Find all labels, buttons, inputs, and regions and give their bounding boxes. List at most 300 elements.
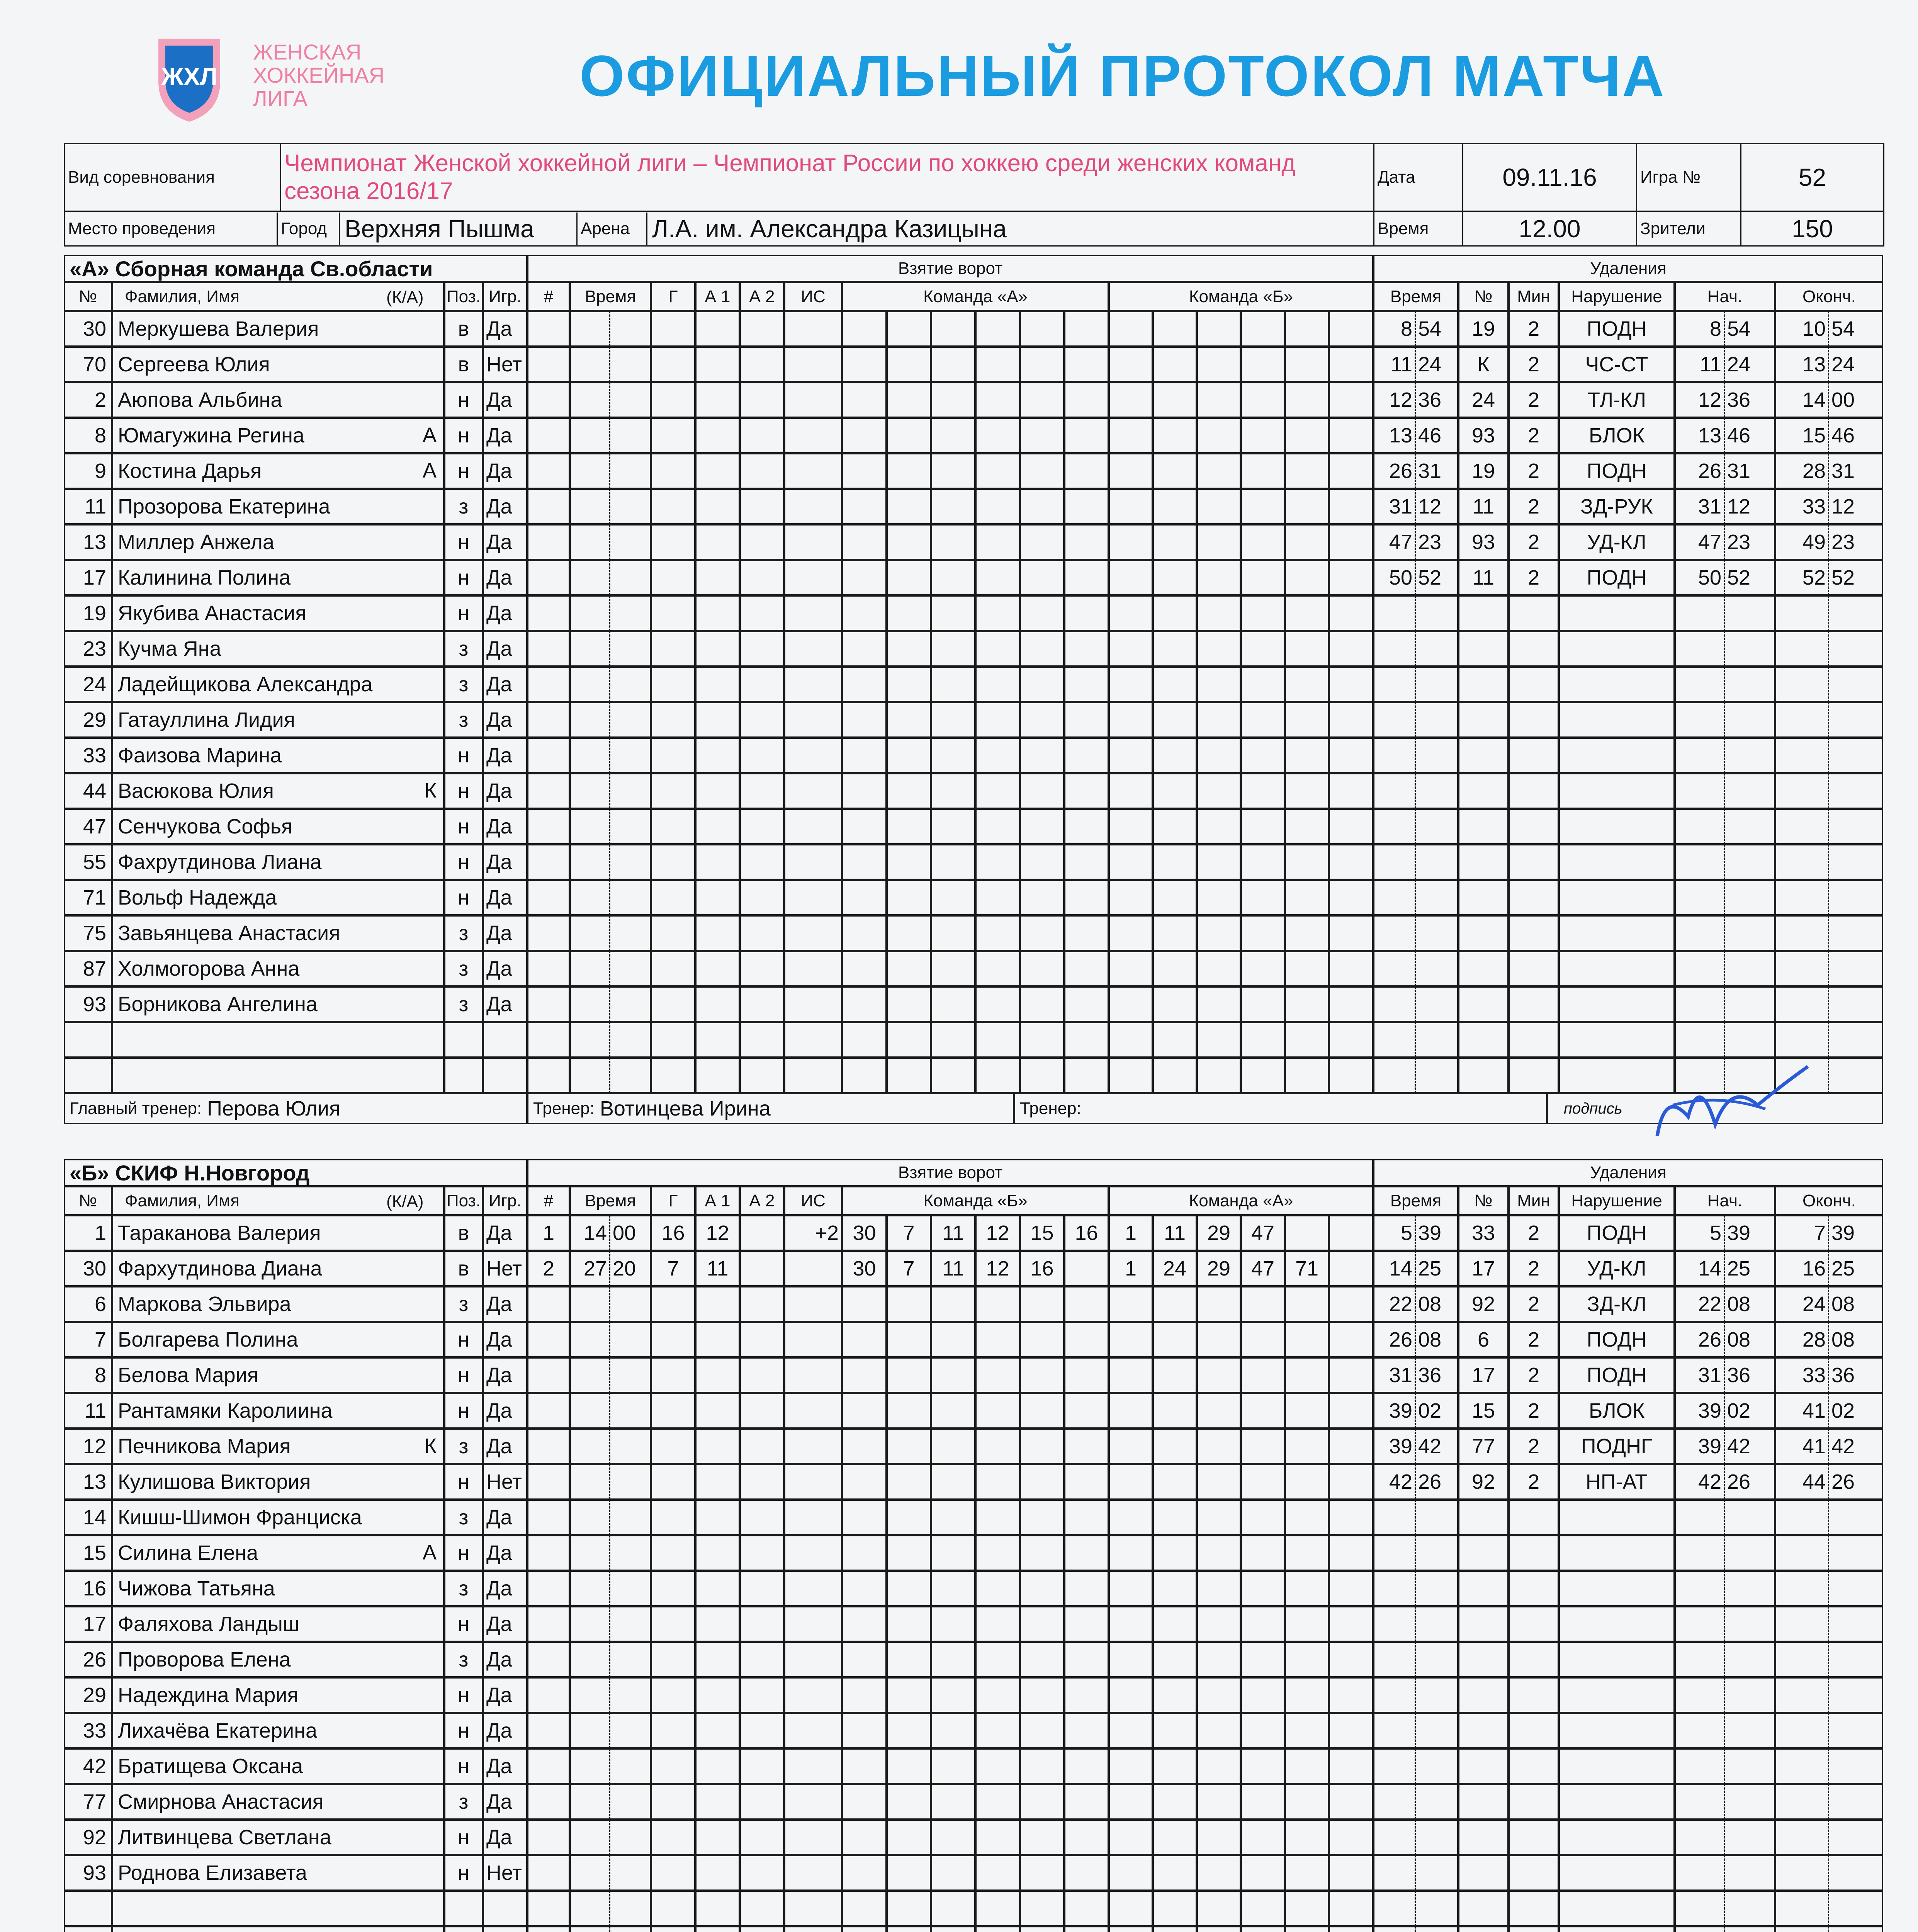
- goal-number: [527, 1393, 570, 1429]
- goal-assist1: [695, 915, 740, 951]
- on-ice-own: [975, 738, 1020, 773]
- penalty-infraction: ПОДН: [1559, 1215, 1675, 1251]
- penalty-infraction: [1559, 773, 1675, 809]
- goal-scorer: [651, 1286, 695, 1322]
- on-ice-own: [1020, 1357, 1064, 1393]
- penalty-minute: [1373, 1784, 1416, 1820]
- penalty-start-sec: 08: [1725, 1286, 1775, 1322]
- on-ice-opp: [1109, 1891, 1153, 1926]
- penalty-start-min: 31: [1675, 489, 1725, 524]
- player-number: 23: [64, 631, 112, 667]
- penalty-col-header: Время: [1373, 1186, 1458, 1215]
- on-ice-own: [887, 809, 931, 844]
- on-ice-opp: [1329, 1500, 1373, 1535]
- penalty-end-min: [1775, 1891, 1829, 1926]
- goal-minute: [570, 1820, 610, 1855]
- penalty-minutes: [1509, 1891, 1559, 1926]
- penalty-minutes: 2: [1509, 453, 1559, 489]
- on-ice-own: [1064, 1464, 1109, 1500]
- goal-assist1: [695, 1357, 740, 1393]
- penalty-start-min: [1675, 1677, 1725, 1713]
- penalty-minute: 14: [1373, 1251, 1416, 1286]
- player-number: 8: [64, 418, 112, 453]
- goal-assist2: [740, 1855, 784, 1891]
- penalty-end-sec: [1829, 1058, 1883, 1093]
- goal-number: [527, 1022, 570, 1058]
- goal-assist1: [695, 1393, 740, 1429]
- player-played: Да: [483, 880, 527, 915]
- col-ka-header: (К/А): [386, 288, 424, 307]
- penalty-player: 15: [1458, 1393, 1509, 1429]
- penalty-player: К: [1458, 347, 1509, 382]
- goal-minute: [570, 453, 610, 489]
- on-ice-opp: [1241, 809, 1285, 844]
- player-ka: А: [422, 1541, 437, 1564]
- player-position: н: [444, 1820, 483, 1855]
- player-name: Силина Елена: [112, 1535, 444, 1571]
- goal-number: [527, 702, 570, 738]
- penalty-end-sec: [1829, 1820, 1883, 1855]
- player-played: Да: [483, 1784, 527, 1820]
- penalty-end-min: 33: [1775, 489, 1829, 524]
- goal-assist1: [695, 1855, 740, 1891]
- on-ice-opp: [1285, 1926, 1329, 1932]
- on-ice-own: [1064, 311, 1109, 347]
- goal-assist2: [740, 1677, 784, 1713]
- goal-second: [610, 951, 651, 986]
- on-ice-opp: [1329, 347, 1373, 382]
- on-ice-own: [1064, 844, 1109, 880]
- penalty-minute: [1373, 1677, 1416, 1713]
- player-name: Фархутдинова Диана: [112, 1251, 444, 1286]
- goal-number: [527, 880, 570, 915]
- on-ice-own: [1064, 1642, 1109, 1677]
- on-ice-opp: [1197, 1535, 1241, 1571]
- penalty-second: [1416, 1535, 1458, 1571]
- goal-assist1: [695, 738, 740, 773]
- on-ice-own: [975, 1286, 1020, 1322]
- on-ice-own: [931, 809, 975, 844]
- on-ice-opp: [1329, 986, 1373, 1022]
- player-played: Да: [483, 489, 527, 524]
- goal-assist1: [695, 1748, 740, 1784]
- goal-assist2: [740, 595, 784, 631]
- penalty-player: 17: [1458, 1251, 1509, 1286]
- penalty-second: [1416, 986, 1458, 1022]
- goal-assist2: [740, 524, 784, 560]
- on-ice-opp: [1329, 524, 1373, 560]
- on-ice-own: [975, 951, 1020, 986]
- player-position: н: [444, 524, 483, 560]
- goal-minute: [570, 1926, 610, 1932]
- goal-minute: [570, 595, 610, 631]
- on-ice-opp: [1329, 1677, 1373, 1713]
- player-number: 13: [64, 524, 112, 560]
- penalty-start-sec: [1725, 1022, 1775, 1058]
- player-position: з: [444, 1500, 483, 1535]
- penalty-end-sec: [1829, 844, 1883, 880]
- penalty-minute: [1373, 1713, 1416, 1748]
- goal-assist2: [740, 915, 784, 951]
- penalty-end-sec: [1829, 1748, 1883, 1784]
- goal-assist2: [740, 1642, 784, 1677]
- goal-situation: [784, 986, 842, 1022]
- goal-number: [527, 773, 570, 809]
- goal-second: [610, 1713, 651, 1748]
- penalty-start-sec: [1725, 1713, 1775, 1748]
- penalty-minutes: 2: [1509, 1322, 1559, 1357]
- penalty-end-sec: [1829, 1891, 1883, 1926]
- on-ice-own: [931, 667, 975, 702]
- on-ice-own: [887, 382, 931, 418]
- on-ice-own: [975, 1642, 1020, 1677]
- on-ice-own: [842, 986, 887, 1022]
- penalty-start-min: [1675, 951, 1725, 986]
- goal-situation: [784, 1393, 842, 1429]
- on-ice-own: [975, 667, 1020, 702]
- on-ice-opp: [1109, 1748, 1153, 1784]
- on-ice-opp: [1285, 738, 1329, 773]
- on-ice-own: [931, 1058, 975, 1093]
- penalty-minute: [1373, 667, 1416, 702]
- on-ice-own: [931, 489, 975, 524]
- on-ice-opp: [1329, 951, 1373, 986]
- penalty-second: [1416, 1891, 1458, 1926]
- penalty-minute: [1373, 1500, 1416, 1535]
- penalty-infraction: [1559, 1820, 1675, 1855]
- date-label: Дата: [1374, 144, 1463, 211]
- goal-minute: [570, 1677, 610, 1713]
- on-ice-own: [975, 1322, 1020, 1357]
- penalty-infraction: ТЛ-КЛ: [1559, 382, 1675, 418]
- on-ice-own: [931, 631, 975, 667]
- on-ice-own: [1020, 1286, 1064, 1322]
- on-ice-opp: [1109, 667, 1153, 702]
- player-number: 17: [64, 1606, 112, 1642]
- on-ice-opp: [1285, 1606, 1329, 1642]
- penalty-start-min: [1675, 915, 1725, 951]
- goal-assist1: [695, 311, 740, 347]
- penalty-end-sec: 08: [1829, 1322, 1883, 1357]
- penalty-col-header: Нач.: [1675, 282, 1775, 311]
- goal-minute: 27: [570, 1251, 610, 1286]
- penalty-start-min: [1675, 1855, 1725, 1891]
- on-ice-own: [842, 418, 887, 453]
- player-played: Да: [483, 986, 527, 1022]
- coach-row: [527, 1093, 1014, 1124]
- penalty-minute: [1373, 844, 1416, 880]
- player-name: Фаизова Марина: [112, 738, 444, 773]
- goal-scorer: [651, 1571, 695, 1606]
- on-ice-opp: 24: [1153, 1251, 1197, 1286]
- penalty-start-sec: 25: [1725, 1251, 1775, 1286]
- player-ka: К: [424, 779, 437, 802]
- on-ice-opp: [1109, 1926, 1153, 1932]
- on-ice-own: [842, 738, 887, 773]
- on-ice-own: [887, 631, 931, 667]
- penalty-end-sec: [1829, 1571, 1883, 1606]
- on-ice-own: [1020, 1784, 1064, 1820]
- goal-second: [610, 560, 651, 595]
- goal-assist2: [740, 951, 784, 986]
- on-ice-own: [975, 1535, 1020, 1571]
- spectators-label: Зрители: [1637, 211, 1741, 246]
- on-ice-own: 16: [1064, 1215, 1109, 1251]
- goal-situation: [784, 773, 842, 809]
- penalty-end-min: [1775, 1571, 1829, 1606]
- on-ice-opp: [1285, 702, 1329, 738]
- goal-minute: [570, 418, 610, 453]
- on-ice-own: [1064, 880, 1109, 915]
- penalty-minutes: 2: [1509, 1429, 1559, 1464]
- penalty-start-sec: [1725, 667, 1775, 702]
- goal-second: [610, 311, 651, 347]
- on-ice-own: [931, 1429, 975, 1464]
- goal-assist2: [740, 418, 784, 453]
- penalty-infraction: [1559, 986, 1675, 1022]
- on-ice-opp: [1109, 595, 1153, 631]
- on-ice-opp: [1329, 560, 1373, 595]
- penalty-infraction: [1559, 880, 1675, 915]
- goal-second: [610, 1784, 651, 1820]
- league-logo-icon: [151, 31, 228, 124]
- player-name: Фахрутдинова Лиана: [112, 844, 444, 880]
- goal-situation: [784, 880, 842, 915]
- penalty-end-min: [1775, 809, 1829, 844]
- goal-situation: [784, 1820, 842, 1855]
- player-played: Да: [483, 1820, 527, 1855]
- penalty-end-sec: [1829, 738, 1883, 773]
- player-position: н: [444, 595, 483, 631]
- penalty-minute: [1373, 702, 1416, 738]
- on-ice-opp: [1197, 1500, 1241, 1535]
- on-ice-own: [1064, 347, 1109, 382]
- goal-assist1: [695, 1535, 740, 1571]
- on-ice-opp: [1109, 809, 1153, 844]
- on-ice-opp: [1197, 951, 1241, 986]
- goal-number: 2: [527, 1251, 570, 1286]
- player-number: 6: [64, 1286, 112, 1322]
- penalty-minutes: 2: [1509, 418, 1559, 453]
- player-position: [444, 1926, 483, 1932]
- penalty-minutes: [1509, 986, 1559, 1022]
- player-played: Да: [483, 738, 527, 773]
- penalty-end-min: 15: [1775, 418, 1829, 453]
- goal-second: [610, 1429, 651, 1464]
- on-ice-opp: [1241, 1286, 1285, 1322]
- on-ice-own: [1064, 1606, 1109, 1642]
- penalty-start-sec: [1725, 915, 1775, 951]
- on-ice-opp: [1241, 915, 1285, 951]
- on-ice-own: [931, 1286, 975, 1322]
- penalty-player: [1458, 1677, 1509, 1713]
- goals-title: Взятие ворот: [527, 255, 1373, 282]
- on-ice-opp: [1285, 915, 1329, 951]
- player-position: н: [444, 1393, 483, 1429]
- on-ice-own: [975, 844, 1020, 880]
- penalty-start-min: [1675, 844, 1725, 880]
- on-ice-opp: [1329, 595, 1373, 631]
- on-ice-opp: [1241, 453, 1285, 489]
- goal-assist1: [695, 1322, 740, 1357]
- on-ice-opp: [1241, 1535, 1285, 1571]
- competition-label: Вид соревнования: [65, 144, 281, 211]
- goal-situation: [784, 382, 842, 418]
- on-ice-own: [975, 986, 1020, 1022]
- on-ice-own: [1064, 1500, 1109, 1535]
- head-coach-name: Перова Юлия: [207, 1097, 341, 1120]
- penalty-minute: 47: [1373, 524, 1416, 560]
- goal-situation: [784, 1500, 842, 1535]
- goal-number: [527, 915, 570, 951]
- on-ice-own: [887, 1571, 931, 1606]
- on-ice-own: [931, 1748, 975, 1784]
- on-ice-opp: 29: [1197, 1215, 1241, 1251]
- goal-situation: [784, 1855, 842, 1891]
- goal-number: [527, 489, 570, 524]
- goal-minute: [570, 1748, 610, 1784]
- player-position: з: [444, 986, 483, 1022]
- on-ice-own: [1020, 1820, 1064, 1855]
- on-ice-opp: [1197, 1855, 1241, 1891]
- penalties-title: Удаления: [1373, 1159, 1883, 1186]
- goal-situation: [784, 418, 842, 453]
- player-played: Да: [483, 951, 527, 986]
- goal-assist1: [695, 453, 740, 489]
- player-name: Болгарева Полина: [112, 1322, 444, 1357]
- goal-scorer: [651, 1429, 695, 1464]
- on-ice-opp: [1329, 1606, 1373, 1642]
- on-ice-own: [1020, 951, 1064, 986]
- on-ice-own: [887, 667, 931, 702]
- player-position: н: [444, 738, 483, 773]
- on-ice-opp: [1109, 702, 1153, 738]
- on-ice-opp: [1329, 1393, 1373, 1429]
- penalty-start-min: 42: [1675, 1464, 1725, 1500]
- on-ice-opp: [1197, 1891, 1241, 1926]
- player-name: Кучма Яна: [112, 631, 444, 667]
- on-ice-own: [1064, 986, 1109, 1022]
- penalty-second: 08: [1416, 1286, 1458, 1322]
- on-ice-opp: [1153, 1926, 1197, 1932]
- goal-scorer: [651, 1357, 695, 1393]
- goal-second: [610, 738, 651, 773]
- goal-number: [527, 418, 570, 453]
- signature-field: подпись: [1547, 1093, 1883, 1124]
- penalty-start-min: [1675, 773, 1725, 809]
- goal-scorer: [651, 1784, 695, 1820]
- on-ice-own: [887, 1322, 931, 1357]
- on-ice-opp: [1197, 1464, 1241, 1500]
- penalty-start-sec: [1725, 631, 1775, 667]
- player-number: 75: [64, 915, 112, 951]
- goal-situation: [784, 1535, 842, 1571]
- match-header: [64, 143, 1884, 247]
- penalty-second: [1416, 1677, 1458, 1713]
- goal-situation: [784, 1926, 842, 1932]
- on-ice-own: [887, 1713, 931, 1748]
- goal-number: [527, 1322, 570, 1357]
- penalty-infraction: [1559, 844, 1675, 880]
- on-ice-own: [1064, 809, 1109, 844]
- on-ice-opp: [1197, 702, 1241, 738]
- player-name: Лихачёва Екатерина: [112, 1713, 444, 1748]
- player-number: 29: [64, 1677, 112, 1713]
- penalty-player: [1458, 1926, 1509, 1932]
- on-ice-own: [887, 844, 931, 880]
- player-played: Да: [483, 311, 527, 347]
- penalty-minutes: [1509, 1535, 1559, 1571]
- penalty-start-sec: [1725, 1571, 1775, 1606]
- on-ice-own: [1064, 382, 1109, 418]
- penalty-player: [1458, 880, 1509, 915]
- penalty-player: 6: [1458, 1322, 1509, 1357]
- penalty-infraction: ЗД-РУК: [1559, 489, 1675, 524]
- on-ice-opp: [1109, 1571, 1153, 1606]
- penalty-start-sec: [1725, 809, 1775, 844]
- penalty-minutes: [1509, 1642, 1559, 1677]
- goal-minute: [570, 702, 610, 738]
- col-played-header: Игр.: [483, 1186, 527, 1215]
- goal-minute: [570, 1022, 610, 1058]
- on-ice-opp: [1153, 667, 1197, 702]
- player-played: Да: [483, 631, 527, 667]
- on-ice-opp: [1197, 311, 1241, 347]
- goals-col-header: Время: [570, 1186, 651, 1215]
- penalty-player: [1458, 773, 1509, 809]
- on-ice-opp: [1329, 1855, 1373, 1891]
- penalty-end-min: [1775, 1500, 1829, 1535]
- on-ice-own: [1020, 631, 1064, 667]
- on-ice-own: [931, 1571, 975, 1606]
- penalty-start-sec: [1725, 986, 1775, 1022]
- player-played: Нет: [483, 1464, 527, 1500]
- penalty-end-sec: [1829, 809, 1883, 844]
- on-ice-own: [887, 1606, 931, 1642]
- penalty-player: [1458, 951, 1509, 986]
- penalty-infraction: ЧС-СТ: [1559, 347, 1675, 382]
- goal-situation: [784, 1058, 842, 1093]
- on-ice-opp: [1197, 667, 1241, 702]
- penalty-minute: [1373, 1642, 1416, 1677]
- on-ice-own: [1064, 1926, 1109, 1932]
- goal-situation: [784, 1464, 842, 1500]
- goal-second: [610, 524, 651, 560]
- player-played: Да: [483, 915, 527, 951]
- player-position: з: [444, 1571, 483, 1606]
- penalty-end-min: 10: [1775, 311, 1829, 347]
- on-ice-opp: [1109, 1464, 1153, 1500]
- penalty-player: [1458, 702, 1509, 738]
- penalty-player: 11: [1458, 560, 1509, 595]
- penalty-minute: 22: [1373, 1286, 1416, 1322]
- player-played: Да: [483, 1535, 527, 1571]
- player-name: Васюкова Юлия: [112, 773, 444, 809]
- penalty-infraction: [1559, 1713, 1675, 1748]
- player-played: [483, 1926, 527, 1932]
- penalty-end-sec: 24: [1829, 347, 1883, 382]
- penalty-start-min: 31: [1675, 1357, 1725, 1393]
- penalty-infraction: [1559, 1891, 1675, 1926]
- player-number: 26: [64, 1642, 112, 1677]
- goal-assist1: [695, 1464, 740, 1500]
- on-ice-opp: [1329, 631, 1373, 667]
- goal-minute: [570, 880, 610, 915]
- goal-scorer: [651, 1748, 695, 1784]
- penalty-start-min: [1675, 667, 1725, 702]
- on-ice-opp: [1285, 880, 1329, 915]
- penalty-end-min: [1775, 986, 1829, 1022]
